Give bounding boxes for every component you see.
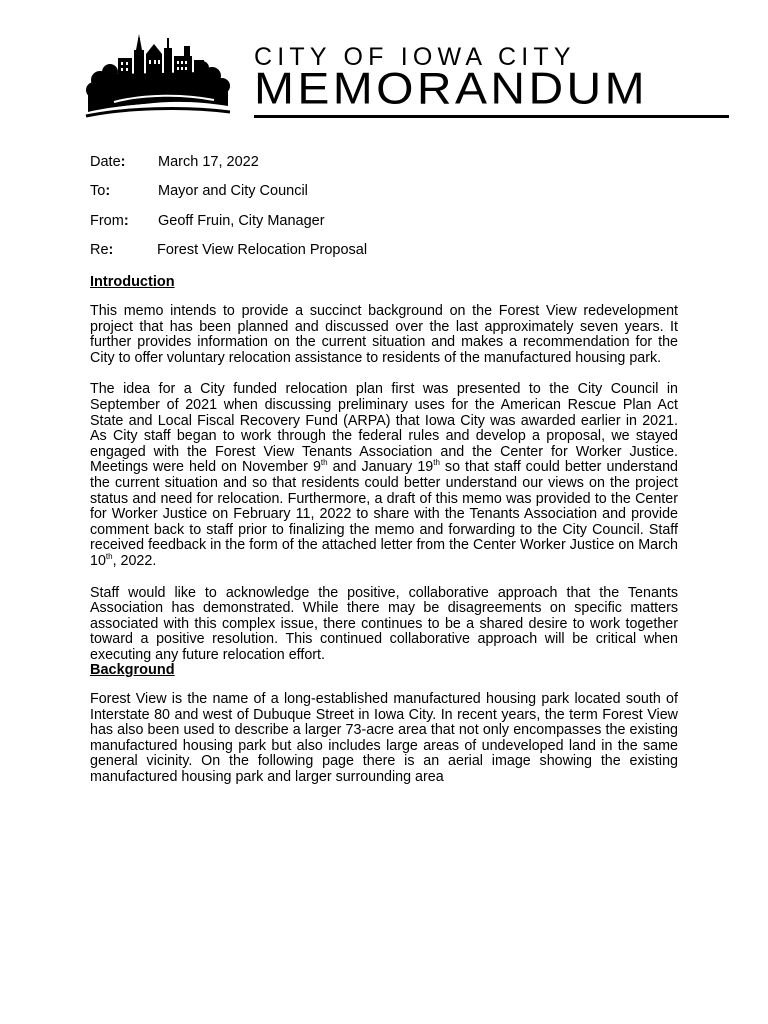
header-memo-title: MEMORANDUM <box>254 65 648 114</box>
meta-re-value: Forest View Relocation Proposal <box>157 242 368 258</box>
intro-paragraph-1: This memo intends to provide a succinct background on the Forest View redevelopment project that has been planned and discussed over the last approximately seven years. It further provides information on the current situation and makes a recommendation for the City to offer voluntary relocation assistance to residents of the manufactured housing park. <box>90 303 678 366</box>
background-heading: Background <box>90 662 175 678</box>
meta-colon: : <box>120 154 126 170</box>
meta-colon: : <box>105 183 111 199</box>
header-city-line: CITY OF IOWA CITY <box>254 43 576 71</box>
intro-p2-part-c: so that staff could better understand the current situation and so that residents could better understand our views on the project status and need for relocation. Furthermore, a draft of this memo was provided to the Center for Worker Justice on February 11, 2022 to share with the Tenants Association and provide comment back to staff prior to finalizing the memo and forwarding to the City Council. Staff received feedback in the form of the attached letter from the Center Worker Justice on March 10 <box>90 459 678 569</box>
introduction-body <box>90 304 678 679</box>
meta-from-value: Geoff Fruin, City Manager <box>158 213 325 229</box>
meta-colon: : <box>123 213 129 229</box>
intro-paragraph-2 <box>90 382 678 569</box>
header-rule <box>254 115 729 118</box>
ordinal-suffix: th <box>433 458 440 468</box>
meta-date-value: March 17, 2022 <box>158 154 259 170</box>
background-paragraph-1: Forest View is the name of a long-established manufactured housing park located south of Interstate 80 and west of Dubuque Street in Iowa City. In recent years, the term Forest View has also been used to describe a larger 73-acre area that not only encompasses the existing manufactured housing park but also includes large areas of undeveloped land in the same general vicinity. On the following page there is an aerial image showing the existing manufactured housing park and larger surrounding area <box>90 691 678 785</box>
intro-p2-part-d: , 2022. <box>112 552 157 569</box>
intro-paragraph-3: Staff would like to acknowledge the positive, collaborative approach that the Tenants Association has demonstrated. While there may be disagreements on specific matters associated with this complex issue, there continues to be a shared desire to work together toward a positive resolution. This continued collaborative approach will be critical when executing any future relocation effort. <box>90 584 678 663</box>
meta-from-label: From <box>90 213 124 229</box>
meta-colon: : <box>108 242 114 258</box>
meta-date-label: Date <box>90 154 121 170</box>
meta-re-label: Re <box>90 242 109 258</box>
meta-to-value: Mayor and City Council <box>158 183 308 199</box>
meta-to-label: To <box>90 183 106 199</box>
intro-p2-part-a: The idea for a City funded relocation plan first was presented to the City Council in September of 2021 when discussing preliminary uses for the American Rescue Plan Act State and Local Fiscal Recovery Fund (ARPA) that Iowa City was awarded earlier in 2021. As City staff began to work through the federal rules and develop a proposal, we stayed engaged with the Forest View Tenants Association and the Center for Worker Justice. Meetings were held on November 9 <box>90 381 678 476</box>
background-body <box>90 692 678 802</box>
introduction-heading: Introduction <box>90 274 175 290</box>
ordinal-suffix: th <box>320 458 328 468</box>
intro-p2-part-b: and January 19 <box>327 459 434 476</box>
city-skyline-logo <box>84 32 232 122</box>
ordinal-suffix: th <box>105 552 113 562</box>
